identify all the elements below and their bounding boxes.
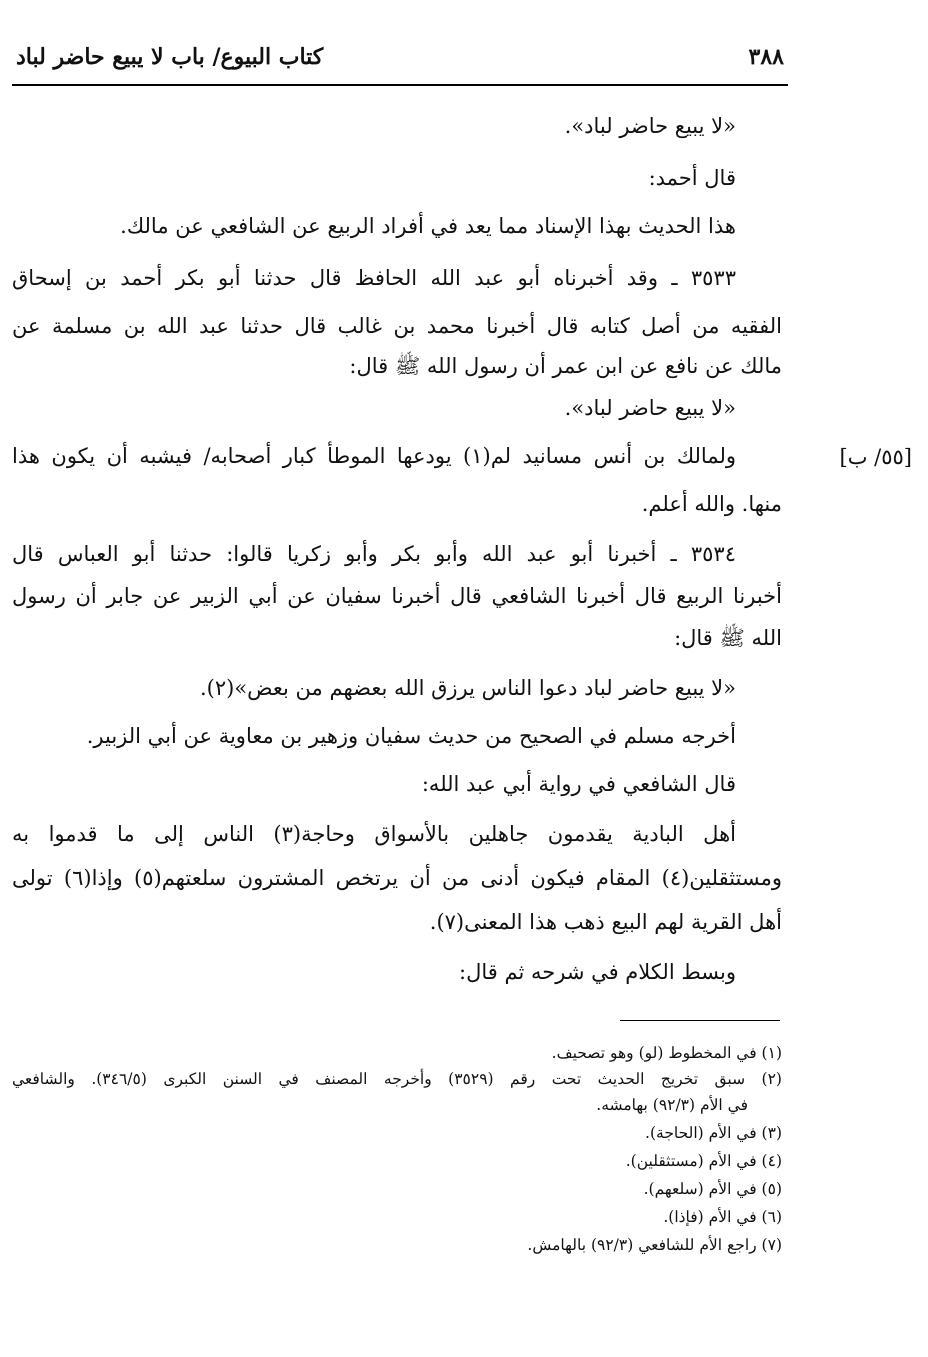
text-line: «لا يبيع حاضر لباد دعوا الناس يرزق الله بعضهم من بعض»(٢). [199, 676, 736, 700]
footnote: (٧) راجع الأم للشافعي (٩٢/٣) بالهامش. [527, 1236, 782, 1254]
footnote: (١) في المخطوط (لو) وهو تصحيف. [551, 1044, 782, 1062]
text-line: أهل القرية لهم البيع ذهب هذا المعنى(٧). [429, 910, 782, 934]
text-line: وبسط الكلام في شرحه ثم قال: [459, 960, 736, 984]
footnote: في الأم (٩٢/٣) بهامشه. [596, 1096, 748, 1114]
text-line: منها. والله أعلم. [641, 492, 782, 516]
text-line: ومستثقلين(٤) المقام فيكون أدنى من أن يرتخص المشترون سلعتهم(٥) وإذا(٦) تولى [12, 866, 782, 890]
text-line: الله ﷺ قال: [674, 626, 782, 650]
text-line: «لا يبيع حاضر لباد». [564, 396, 736, 420]
text-line: قال الشافعي في رواية أبي عبد الله: [421, 772, 736, 796]
text-line: ٣٥٣٣ ـ وقد أخبرناه أبو عبد الله الحافظ قال حدثنا أبو بكر أحمد بن إسحاق [12, 266, 736, 290]
footnote: (٣) في الأم (الحاجة). [645, 1124, 782, 1142]
footnote: (٢) سبق تخريج الحديث تحت رقم (٣٥٢٩) وأخرجه المصنف في السنن الكبرى (٣٤٦/٥). والشافعي [12, 1070, 782, 1088]
text-line: أخرجه مسلم في الصحيح من حديث سفيان وزهير بن معاوية عن أبي الزبير. [86, 724, 736, 748]
footnote: (٦) في الأم (فإذا). [663, 1208, 782, 1226]
text-line: أهل البادية يقدمون جاهلين بالأسواق وحاجة(٣) الناس إلى ما قدموا به [12, 822, 736, 846]
footnote: (٤) في الأم (مستثقلين). [625, 1152, 782, 1170]
page-header [12, 40, 788, 86]
footnote-separator [620, 1020, 780, 1021]
text-line: أخبرنا الربيع قال أخبرنا الشافعي قال أخبرنا سفيان عن أبي الزبير عن جابر أن رسول [12, 584, 782, 608]
text-line: ولمالك بن أنس مسانيد لم(١) يودعها الموطأ كبار أصحابه/ فيشبه أن يكون هذا [12, 444, 736, 468]
manuscript-folio-note: [٥٥/ ب] [839, 445, 912, 469]
text-line: هذا الحديث بهذا الإسناد مما يعد في أفراد الربيع عن الشافعي عن مالك. [120, 214, 736, 238]
footnote: (٥) في الأم (سلعهم). [643, 1180, 782, 1198]
text-line: الفقيه من أصل كتابه قال أخبرنا محمد بن غالب قال حدثنا عبد الله بن مسلمة عن [12, 314, 782, 338]
text-line: «لا يبيع حاضر لباد». [564, 114, 736, 138]
text-line: قال أحمد: [648, 166, 736, 190]
page-number: ٣٨٨ [748, 44, 784, 70]
text-line: مالك عن نافع عن ابن عمر أن رسول الله ﷺ قال: [349, 354, 782, 378]
text-line: ٣٥٣٤ ـ أخبرنا أبو عبد الله وأبو بكر وأبو زكريا قالوا: حدثنا أبو العباس قال [12, 542, 736, 566]
running-title: كتاب البيوع/ باب لا يبيع حاضر لباد [16, 44, 324, 70]
